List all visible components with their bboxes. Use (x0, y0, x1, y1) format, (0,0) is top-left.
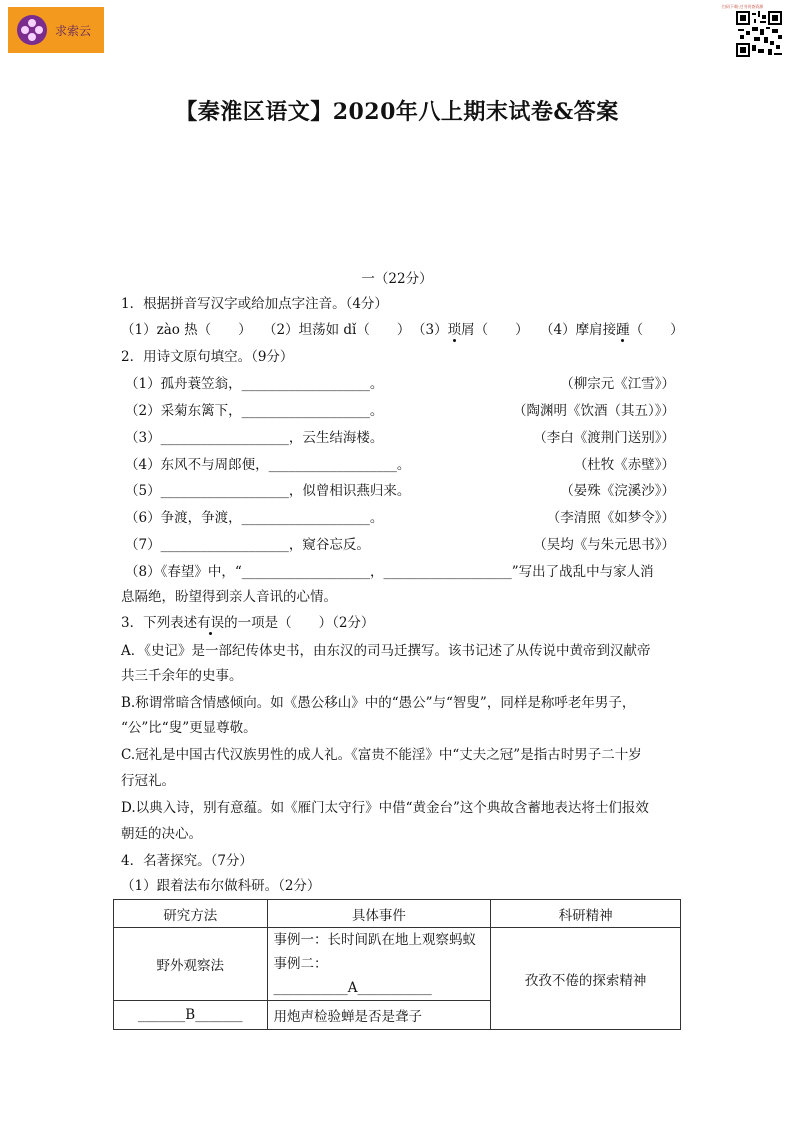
question-2-stem: 2．用诗文原句填空。（9分） (121, 349, 294, 365)
question-3-stem: 3．下列表述有误的一项是（ ）（2分） (121, 615, 375, 631)
option-b: B.称谓常暗含情感倾向。如《愚公移山》中的“愚公”与“智叟”，同样是称呼老年男子， (121, 695, 636, 711)
option-c: C.冠礼是中国古代汉族男性的成人礼。《富贵不能淫》中“丈夫之冠”是指古时男子二十岁 (121, 747, 642, 763)
poem-fill-item: （7）___________________，窥谷忘反。 (125, 537, 370, 553)
method-blank-b: _______B_______ (114, 1001, 268, 1030)
question-4-stem: 4．名著探究。（7分） (121, 853, 253, 869)
poem-source: （李白《渡荆门送别》） (533, 430, 675, 446)
page-title: 【秦淮区语文】2020年八上期末试卷&答案 (175, 99, 619, 125)
event-example-1: 事例一：长时间趴在地上观察蚂蚁 (273, 932, 477, 948)
poem-fill-item: （4）东风不与周郎便，___________________。 (125, 457, 411, 473)
option-a: A．《史记》是一部纪传体史书，由东汉的司马迁撰写。该书记述了从传说中黄帝到汉献帝 (121, 643, 651, 659)
question-1-part-2: （2）坦荡如 dǐ（ ） (263, 322, 411, 338)
section-heading: 一（22分） (361, 271, 433, 287)
event-example-3: 用炮声检验蝉是否是聋子 (267, 1001, 491, 1030)
qr-code-icon (736, 11, 782, 57)
poem-source: （柳宗元《江雪》） (560, 376, 675, 392)
poem-fill-item-8: （8）《春望》中，“___________________，___________________”写出了战乱中与家人消 (125, 564, 654, 580)
option-d-cont: 朝廷的决心。 (121, 826, 202, 842)
poem-fill-item: （3）___________________，云生结海楼。 (125, 430, 384, 446)
poem-fill-item: （2）采菊东篱下，___________________。 (125, 403, 384, 419)
poem-fill-item-8-cont: 息隔绝，盼望得到亲人音讯的心情。 (121, 589, 337, 605)
option-b-cont: “公”比“叟”更显尊敬。 (121, 720, 257, 736)
poem-source: （陶渊明《饮酒（其五）》） (513, 403, 675, 419)
header-spirit: 科研精神 (491, 900, 681, 928)
question-1-part-3: （3）琐屑（ ） (412, 322, 529, 338)
table-header-row (114, 900, 681, 928)
question-1-stem: 1．根据拼音写汉字或给加点字注音。（4分） (121, 296, 388, 312)
qr-caption: 扫码下载·过书刊查资源 (722, 4, 764, 9)
question-4-sub-1: （1）跟着法布尔做科研。（2分） (121, 878, 321, 894)
poem-fill-item: （5）___________________，似曾相识燕归来。 (125, 483, 411, 499)
table-row (114, 928, 681, 1001)
poem-source: （晏殊《浣溪沙》） (560, 483, 675, 499)
poem-fill-item: （1）孤舟蓑笠翁，___________________。 (125, 376, 384, 392)
question-1-part-4: （4）摩肩接踵（ ） (540, 322, 684, 338)
method-field-observation: 野外观察法 (114, 928, 268, 1001)
logo-icon (17, 15, 47, 45)
option-c-cont: 行冠礼。 (121, 773, 175, 789)
poem-source: （杜牧《赤壁》） (573, 457, 675, 473)
spirit-cell: 孜孜不倦的探索精神 (491, 928, 681, 1030)
poem-source: （李清照《如梦令》） (546, 510, 675, 526)
poem-source: （吴均《与朱元思书》） (533, 537, 675, 553)
header-method: 研究方法 (114, 900, 268, 928)
event-cell (267, 928, 491, 1001)
poem-fill-item: （6）争渡，争渡，___________________。 (125, 510, 384, 526)
question-1-part-1: （1）zào 热（ ） (121, 322, 252, 338)
option-a-cont: 共三千余年的史事。 (121, 668, 243, 684)
logo-text: 求索云 (55, 23, 92, 38)
header-event: 具体事件 (267, 900, 491, 928)
brand-logo (8, 7, 104, 53)
event-example-2: 事例二：___________A___________ (273, 956, 432, 996)
research-table (113, 899, 681, 1030)
option-d: D.以典入诗，别有意蕴。如《雁门太守行》中借“黄金台”这个典故含蓄地表达将士们报效 (121, 800, 649, 816)
